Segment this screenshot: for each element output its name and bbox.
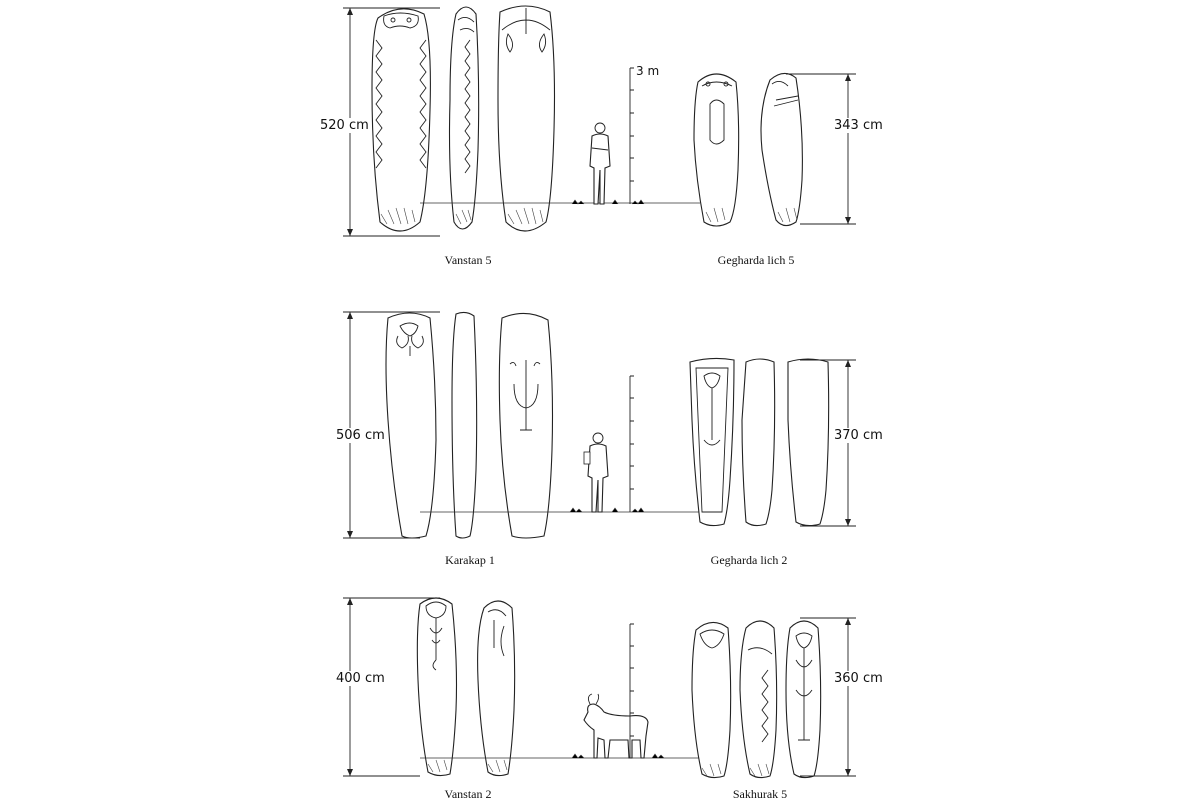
row-2 (343, 312, 856, 538)
stone-gegharda-lich-5-side (761, 73, 802, 225)
stone-sakhurak-5-back (786, 621, 821, 778)
scale-figure-human-1 (590, 123, 610, 204)
scale-bar-1 (630, 68, 634, 204)
height-label-karakap-1: 506 cm (336, 428, 385, 443)
row-3 (343, 598, 856, 778)
stone-karakap-1-side (452, 312, 477, 538)
height-label-gegharda-lich-5: 343 cm (834, 118, 883, 133)
row-1 (343, 6, 856, 236)
stone-gegharda-lich-5-front (694, 74, 739, 226)
stone-gegharda-lich-2-back (788, 359, 829, 526)
caption-karakap-1: Karakap 1 (445, 553, 495, 567)
caption-gegharda-lich-5: Gegharda lich 5 (717, 253, 795, 267)
height-label-vanstan-2: 400 cm (336, 671, 385, 686)
height-label-sakhurak-5: 360 cm (834, 671, 883, 686)
stone-vanstan-5-side (450, 7, 479, 229)
stone-sakhurak-5-front (692, 622, 731, 777)
scale-bar-2 (630, 376, 634, 512)
height-label-gegharda-lich-2: 370 cm (834, 428, 883, 443)
stone-karakap-1-back (499, 313, 552, 538)
stone-vanstan-5-front (372, 9, 430, 231)
stone-vanstan-5-back (498, 6, 555, 231)
caption-vanstan-2: Vanstan 2 (444, 787, 492, 801)
caption-vanstan-5: Vanstan 5 (444, 253, 492, 267)
scale-label-3m: 3 m (636, 64, 660, 78)
scale-figure-goat (584, 694, 648, 758)
height-label-vanstan-5: 520 cm (320, 118, 369, 133)
caption-gegharda-lich-2: Gegharda lich 2 (710, 553, 788, 567)
stone-vanstan-2-front (417, 598, 456, 776)
stone-vanstan-2-side (478, 601, 515, 776)
stone-sakhurak-5-side (740, 621, 777, 778)
stone-karakap-1-front (386, 313, 436, 538)
stone-gegharda-lich-2-side (742, 359, 775, 526)
scale-figure-human-2 (584, 433, 608, 512)
stone-gegharda-lich-2-front (690, 358, 734, 525)
caption-sakhurak-5: Sakhurak 5 (732, 787, 788, 801)
